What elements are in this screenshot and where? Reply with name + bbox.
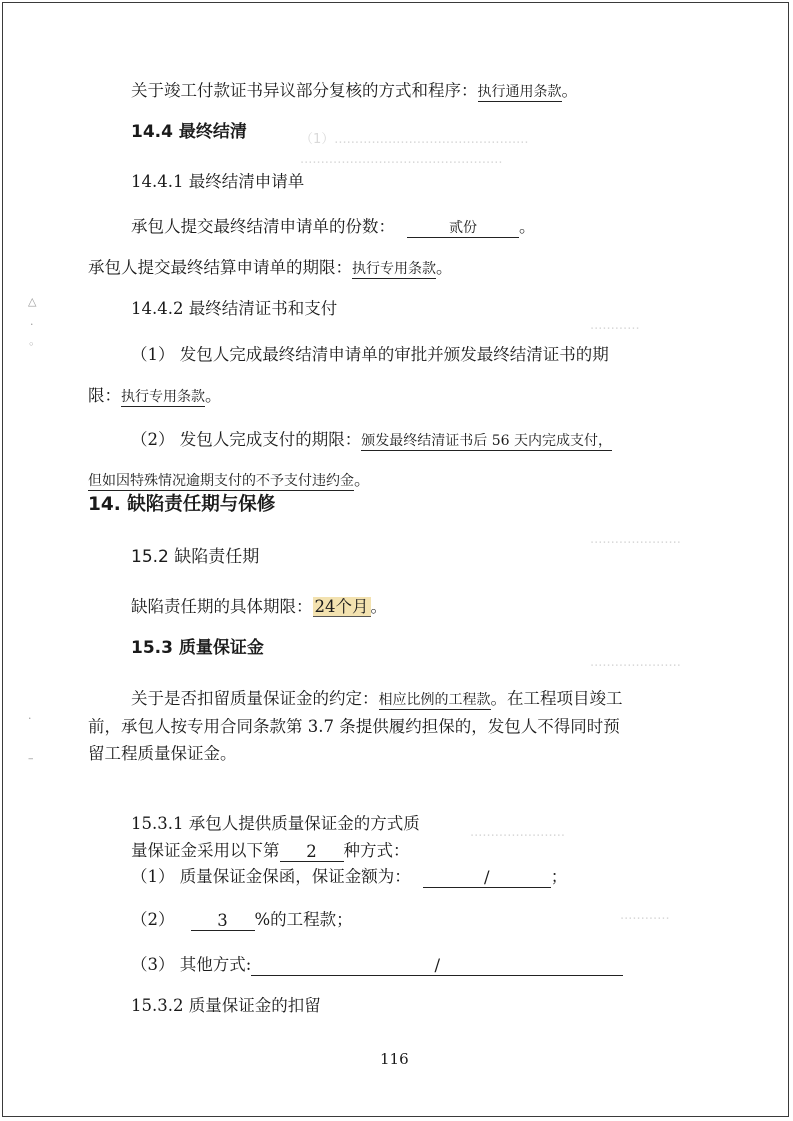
bleed-through: ...................... xyxy=(590,532,681,547)
margin-mark: △ xyxy=(28,295,37,308)
text-line xyxy=(88,385,222,408)
bleed-through: ...................... xyxy=(590,655,681,670)
chapter-heading-14: 14. 缺陷责任期与保修 xyxy=(88,494,276,515)
text-span: 。 xyxy=(354,470,371,489)
other-method-value: / xyxy=(251,955,623,976)
text-line xyxy=(88,469,371,492)
section-heading-15-3: 15.3 质量保证金 xyxy=(131,638,264,658)
underlined-value: 但如因特殊情况逾期支付的不予支付违约金 xyxy=(88,473,354,489)
subsection-heading-15-3-1: 15.3.1 承包人提供质量保证金的方式质 xyxy=(131,814,420,833)
margin-mark: – xyxy=(28,752,34,765)
text-span: 。 xyxy=(370,597,387,616)
page-border xyxy=(2,2,789,1117)
text-line xyxy=(88,257,453,280)
paragraph-line: 前，承包人按专用合同条款第 3.7 条提供履约担保的，发包人不得同时预 xyxy=(88,717,620,736)
bleed-through: ....................... xyxy=(470,825,566,840)
text-line xyxy=(131,216,536,238)
margin-mark: · xyxy=(28,712,32,725)
margin-mark: · xyxy=(30,318,34,331)
text-span: （3） 其他方式: xyxy=(131,955,252,974)
text-span: （2） xyxy=(131,910,175,929)
page-number: 116 xyxy=(380,1050,409,1068)
text-span: 承包人提交最终结算申请单的期限： xyxy=(88,258,352,277)
text-span: 缺陷责任期的具体期限： xyxy=(131,597,313,616)
text-line xyxy=(131,429,612,452)
subsection-heading-15-3-2: 15.3.2 质量保证金的扣留 xyxy=(131,996,321,1015)
text-span: 关于竣工付款证书异议部分复核的方式和程序： xyxy=(131,81,478,100)
bleed-through: ................................................. xyxy=(300,152,503,167)
text-line xyxy=(131,954,623,976)
underlined-value: 执行专用条款 xyxy=(121,389,205,405)
subsection-heading-14-4-1: 14.4.1 最终结清申请单 xyxy=(131,172,305,191)
highlighted-value: 24个月 xyxy=(314,597,369,616)
guarantee-amount-value: / xyxy=(423,867,551,888)
text-span: （1） 质量保证金保函，保证金额为： xyxy=(131,867,411,886)
text-line xyxy=(131,909,353,931)
underlined-value: 颁发最终结清证书后 56 天内完成支付， xyxy=(361,433,612,449)
copies-value: 贰份 xyxy=(407,217,519,238)
section-heading-15-2: 15.2 缺陷责任期 xyxy=(131,547,260,567)
underlined-value: 执行专用条款 xyxy=(352,261,436,277)
text-line xyxy=(131,688,623,711)
paragraph-line: 留工程质量保证金。 xyxy=(88,744,237,763)
text-line xyxy=(131,840,410,862)
subsection-heading-14-4-2: 14.4.2 最终结清证书和支付 xyxy=(131,299,338,318)
text-span: ； xyxy=(550,867,568,886)
text-span: 。 xyxy=(519,217,536,236)
text-span: 种方式： xyxy=(343,841,410,860)
paragraph-line: （1） 发包人完成最终结清申请单的审批并颁发最终结清证书的期 xyxy=(131,345,609,364)
text-span: 限： xyxy=(88,386,121,405)
underlined-value: 执行通用条款 xyxy=(477,84,562,100)
percentage-value: 3 xyxy=(191,910,255,931)
text-span: （2） 发包人完成支付的期限： xyxy=(131,430,362,449)
text-span: 关于是否扣留质量保证金的约定： xyxy=(131,689,379,708)
text-line xyxy=(131,596,387,618)
text-span: %的工程款； xyxy=(254,910,353,929)
text-span: 量保证金采用以下第 xyxy=(131,841,280,860)
text-line xyxy=(131,80,578,103)
bleed-through: ............ xyxy=(620,908,670,923)
underlined-value: 相应比例的工程款 xyxy=(378,692,491,708)
text-span: 。 xyxy=(436,258,453,277)
text-span: 。在工程项目竣工 xyxy=(490,689,623,708)
bleed-through: ............ xyxy=(590,318,640,333)
bleed-through: （1）............................................... xyxy=(300,132,529,147)
text-span: 。 xyxy=(561,81,578,100)
method-number-value: 2 xyxy=(280,841,344,862)
section-heading-14-4: 14.4 最终结清 xyxy=(131,122,247,142)
text-span: 承包人提交最终结清申请单的份数： xyxy=(131,217,395,236)
text-span: 。 xyxy=(205,386,222,405)
margin-mark: ◦ xyxy=(28,338,35,351)
text-line xyxy=(131,866,567,888)
